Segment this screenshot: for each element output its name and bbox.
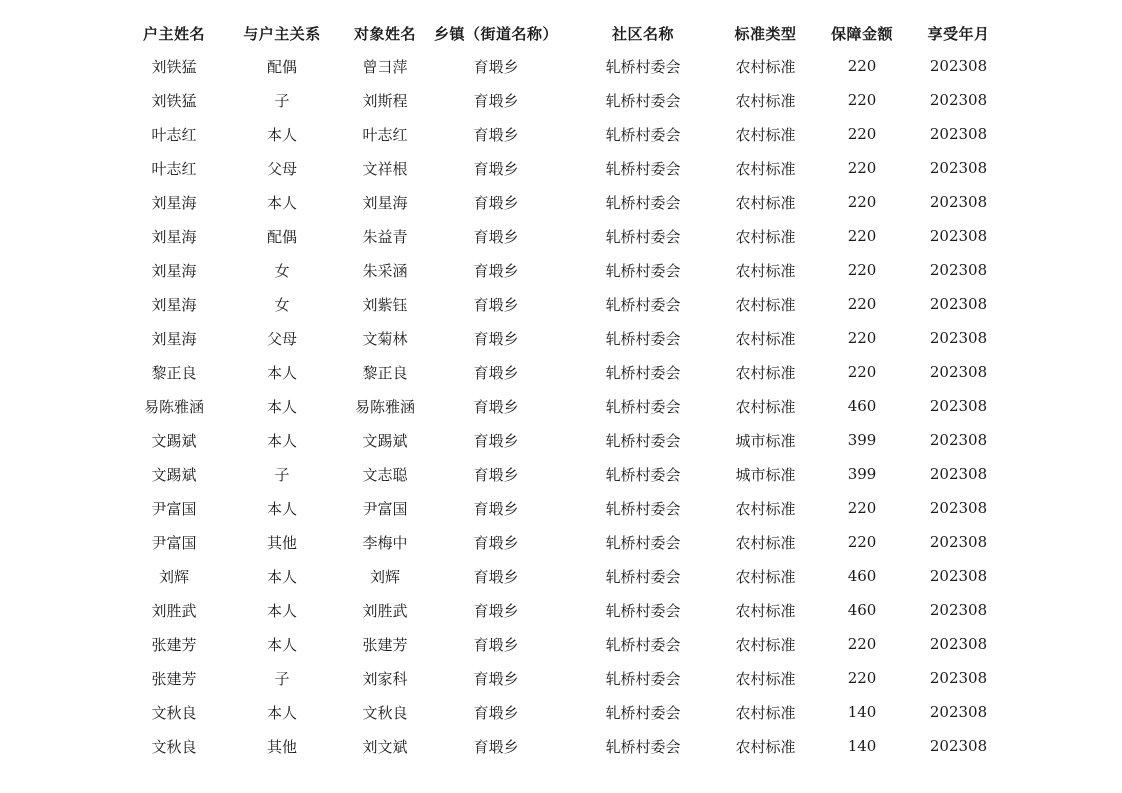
table-row (120, 695, 996, 729)
cell-amount: 220 (847, 635, 877, 653)
cell-standard-type: 农村标准 (735, 567, 796, 586)
cell-recipient-name: 文秋良 (362, 703, 408, 722)
cell-community: 轧桥村委会 (605, 601, 681, 620)
cell-standard-type: 城市标准 (735, 431, 796, 450)
cell-relationship: 子 (274, 465, 290, 484)
cell-recipient-name: 刘紫钰 (362, 295, 408, 314)
cell-township: 育塅乡 (473, 329, 519, 348)
table-row (120, 457, 996, 491)
cell-amount: 220 (847, 125, 877, 143)
cell-household-head: 刘铁猛 (151, 91, 197, 110)
cell-month: 202308 (929, 635, 988, 653)
cell-community: 轧桥村委会 (605, 227, 681, 246)
cell-recipient-name: 文祥根 (362, 159, 408, 178)
cell-month: 202308 (929, 703, 988, 721)
cell-relationship: 其他 (266, 533, 297, 552)
cell-household-head: 刘辉 (158, 567, 189, 586)
cell-household-head: 叶志红 (151, 125, 197, 144)
cell-month: 202308 (929, 601, 988, 619)
cell-recipient-name: 易陈雅涵 (354, 397, 415, 416)
cell-relationship: 本人 (266, 125, 297, 144)
cell-household-head: 文秋良 (151, 737, 197, 756)
cell-month: 202308 (929, 91, 988, 109)
cell-relationship: 子 (274, 669, 290, 688)
cell-standard-type: 农村标准 (735, 363, 796, 382)
cell-township: 育塅乡 (473, 57, 519, 76)
cell-township: 育塅乡 (473, 601, 519, 620)
cell-household-head: 文踢斌 (151, 431, 197, 450)
cell-standard-type: 农村标准 (735, 737, 796, 756)
cell-amount: 220 (847, 91, 877, 109)
cell-household-head: 刘星海 (151, 295, 197, 314)
cell-community: 轧桥村委会 (605, 57, 681, 76)
cell-household-head: 黎正良 (151, 363, 197, 382)
cell-month: 202308 (929, 363, 988, 381)
table-row (120, 321, 996, 355)
cell-community: 轧桥村委会 (605, 159, 681, 178)
cell-amount: 220 (847, 499, 877, 517)
cell-recipient-name: 刘斯程 (362, 91, 408, 110)
cell-month: 202308 (929, 737, 988, 755)
cell-amount: 460 (847, 567, 877, 585)
cell-month: 202308 (929, 261, 988, 279)
cell-community: 轧桥村委会 (605, 397, 681, 416)
table-row (120, 423, 996, 457)
table-row (120, 525, 996, 559)
cell-household-head: 文踢斌 (151, 465, 197, 484)
cell-amount: 460 (847, 397, 877, 415)
cell-standard-type: 农村标准 (735, 669, 796, 688)
cell-standard-type: 农村标准 (735, 329, 796, 348)
cell-month: 202308 (929, 499, 988, 517)
table-row (120, 287, 996, 321)
cell-amount: 220 (847, 261, 877, 279)
cell-township: 育塅乡 (473, 499, 519, 518)
cell-township: 育塅乡 (473, 533, 519, 552)
cell-month: 202308 (929, 57, 988, 75)
cell-standard-type: 农村标准 (735, 261, 796, 280)
cell-community: 轧桥村委会 (605, 465, 681, 484)
cell-township: 育塅乡 (473, 295, 519, 314)
cell-township: 育塅乡 (473, 669, 519, 688)
cell-amount: 220 (847, 193, 877, 211)
cell-township: 育塅乡 (473, 193, 519, 212)
cell-standard-type: 农村标准 (735, 635, 796, 654)
cell-community: 轧桥村委会 (605, 703, 681, 722)
cell-month: 202308 (929, 193, 988, 211)
cell-standard-type: 农村标准 (735, 295, 796, 314)
cell-household-head: 尹富国 (151, 499, 197, 518)
cell-relationship: 本人 (266, 703, 297, 722)
cell-township: 育塅乡 (473, 431, 519, 450)
cell-recipient-name: 朱采涵 (362, 261, 408, 280)
table-body (120, 49, 996, 763)
table-row (120, 661, 996, 695)
cell-amount: 220 (847, 159, 877, 177)
table-row (120, 593, 996, 627)
cell-standard-type: 城市标准 (735, 465, 796, 484)
cell-community: 轧桥村委会 (605, 125, 681, 144)
cell-amount: 399 (847, 431, 877, 449)
header-month: 享受年月 (927, 24, 990, 43)
cell-standard-type: 农村标准 (735, 159, 796, 178)
cell-standard-type: 农村标准 (735, 397, 796, 416)
cell-community: 轧桥村委会 (605, 533, 681, 552)
table-row (120, 185, 996, 219)
cell-relationship: 本人 (266, 431, 297, 450)
cell-community: 轧桥村委会 (605, 329, 681, 348)
cell-relationship: 父母 (266, 159, 297, 178)
cell-standard-type: 农村标准 (735, 91, 796, 110)
table-row (120, 83, 996, 117)
cell-month: 202308 (929, 431, 988, 449)
cell-household-head: 刘胜武 (151, 601, 197, 620)
cell-relationship: 配偶 (266, 57, 297, 76)
cell-amount: 399 (847, 465, 877, 483)
cell-relationship: 本人 (266, 363, 297, 382)
cell-recipient-name: 尹富国 (362, 499, 408, 518)
cell-household-head: 刘星海 (151, 193, 197, 212)
cell-recipient-name: 黎正良 (362, 363, 408, 382)
assistance-table (120, 17, 996, 763)
table-row (120, 219, 996, 253)
cell-township: 育塅乡 (473, 567, 519, 586)
cell-recipient-name: 刘辉 (369, 567, 400, 586)
header-amount: 保障金额 (831, 24, 894, 43)
cell-month: 202308 (929, 397, 988, 415)
cell-amount: 140 (847, 703, 877, 721)
cell-community: 轧桥村委会 (605, 261, 681, 280)
cell-township: 育塅乡 (473, 363, 519, 382)
cell-community: 轧桥村委会 (605, 295, 681, 314)
cell-household-head: 刘星海 (151, 261, 197, 280)
cell-township: 育塅乡 (473, 91, 519, 110)
cell-household-head: 张建芳 (151, 669, 197, 688)
cell-relationship: 父母 (266, 329, 297, 348)
cell-township: 育塅乡 (473, 125, 519, 144)
cell-relationship: 其他 (266, 737, 297, 756)
table-header-row (120, 17, 996, 49)
cell-standard-type: 农村标准 (735, 499, 796, 518)
cell-relationship: 本人 (266, 635, 297, 654)
cell-community: 轧桥村委会 (605, 193, 681, 212)
cell-amount: 220 (847, 329, 877, 347)
cell-relationship: 本人 (266, 193, 297, 212)
cell-amount: 220 (847, 227, 877, 245)
cell-month: 202308 (929, 125, 988, 143)
cell-household-head: 刘星海 (151, 329, 197, 348)
cell-recipient-name: 文菊林 (362, 329, 408, 348)
cell-community: 轧桥村委会 (605, 431, 681, 450)
cell-township: 育塅乡 (473, 227, 519, 246)
cell-relationship: 本人 (266, 499, 297, 518)
cell-recipient-name: 朱益青 (362, 227, 408, 246)
table-row (120, 491, 996, 525)
cell-standard-type: 农村标准 (735, 227, 796, 246)
cell-community: 轧桥村委会 (605, 91, 681, 110)
cell-community: 轧桥村委会 (605, 635, 681, 654)
table-row (120, 117, 996, 151)
cell-standard-type: 农村标准 (735, 125, 796, 144)
header-household-head: 户主姓名 (142, 24, 205, 43)
cell-household-head: 尹富国 (151, 533, 197, 552)
cell-relationship: 本人 (266, 397, 297, 416)
cell-recipient-name: 刘文斌 (362, 737, 408, 756)
cell-amount: 220 (847, 669, 877, 687)
cell-standard-type: 农村标准 (735, 703, 796, 722)
cell-amount: 220 (847, 295, 877, 313)
cell-relationship: 配偶 (266, 227, 297, 246)
cell-month: 202308 (929, 159, 988, 177)
table-row (120, 729, 996, 763)
cell-relationship: 本人 (266, 601, 297, 620)
header-recipient-name: 对象姓名 (353, 24, 416, 43)
cell-township: 育塅乡 (473, 737, 519, 756)
cell-township: 育塅乡 (473, 159, 519, 178)
cell-recipient-name: 文踢斌 (362, 431, 408, 450)
table-row (120, 355, 996, 389)
cell-household-head: 易陈雅涵 (143, 397, 204, 416)
cell-relationship: 本人 (266, 567, 297, 586)
cell-month: 202308 (929, 465, 988, 483)
cell-community: 轧桥村委会 (605, 499, 681, 518)
cell-month: 202308 (929, 567, 988, 585)
cell-township: 育塅乡 (473, 465, 519, 484)
cell-month: 202308 (929, 227, 988, 245)
cell-month: 202308 (929, 669, 988, 687)
cell-amount: 220 (847, 363, 877, 381)
cell-household-head: 叶志红 (151, 159, 197, 178)
cell-month: 202308 (929, 533, 988, 551)
table-row (120, 627, 996, 661)
cell-household-head: 文秋良 (151, 703, 197, 722)
cell-amount: 140 (847, 737, 877, 755)
cell-amount: 220 (847, 57, 877, 75)
cell-amount: 220 (847, 533, 877, 551)
header-relationship: 与户主关系 (243, 24, 321, 43)
cell-recipient-name: 曾彐萍 (362, 57, 408, 76)
cell-recipient-name: 文志聪 (362, 465, 408, 484)
table-row (120, 151, 996, 185)
cell-relationship: 子 (274, 91, 290, 110)
cell-township: 育塅乡 (473, 397, 519, 416)
table-row (120, 559, 996, 593)
cell-recipient-name: 刘胜武 (362, 601, 408, 620)
cell-recipient-name: 刘星海 (362, 193, 408, 212)
cell-recipient-name: 张建芳 (362, 635, 408, 654)
cell-standard-type: 农村标准 (735, 533, 796, 552)
table-row (120, 253, 996, 287)
cell-relationship: 女 (274, 295, 290, 314)
cell-relationship: 女 (274, 261, 290, 280)
cell-recipient-name: 李梅中 (362, 533, 408, 552)
table-row (120, 49, 996, 83)
header-township: 乡镇（街道名称） (434, 24, 559, 43)
header-community: 社区名称 (612, 24, 675, 43)
header-standard-type: 标准类型 (734, 24, 797, 43)
cell-community: 轧桥村委会 (605, 737, 681, 756)
cell-household-head: 刘铁猛 (151, 57, 197, 76)
cell-community: 轧桥村委会 (605, 669, 681, 688)
cell-standard-type: 农村标准 (735, 57, 796, 76)
cell-township: 育塅乡 (473, 703, 519, 722)
cell-month: 202308 (929, 295, 988, 313)
table-row (120, 389, 996, 423)
cell-month: 202308 (929, 329, 988, 347)
cell-township: 育塅乡 (473, 261, 519, 280)
cell-community: 轧桥村委会 (605, 363, 681, 382)
cell-amount: 460 (847, 601, 877, 619)
cell-household-head: 刘星海 (151, 227, 197, 246)
cell-recipient-name: 叶志红 (362, 125, 408, 144)
cell-household-head: 张建芳 (151, 635, 197, 654)
cell-recipient-name: 刘家科 (362, 669, 408, 688)
cell-township: 育塅乡 (473, 635, 519, 654)
cell-standard-type: 农村标准 (735, 193, 796, 212)
cell-standard-type: 农村标准 (735, 601, 796, 620)
cell-community: 轧桥村委会 (605, 567, 681, 586)
